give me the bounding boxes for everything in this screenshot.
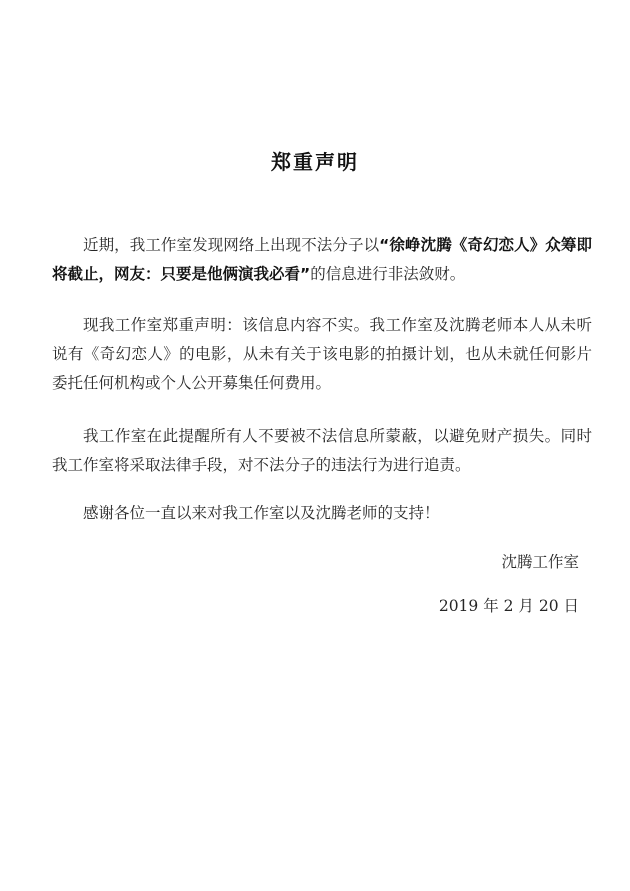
paragraph-3: 我工作室在此提醒所有人不要被不法信息所蒙蔽，以避免财产损失。同时我工作室将采取法律手段，对不法分子的违法行为进行追责。 <box>52 427 592 474</box>
paragraph-1-intro: 近期，我工作室发现网络上出现不法分子以 <box>83 236 380 254</box>
paragraph-1-quoted-rumor: “徐峥沈腾《奇幻恋人》众筹即将截止，网友：只要是他俩演我必看” <box>52 236 592 283</box>
paragraph-4: 感谢各位一直以来对我工作室以及沈腾老师的支持！ <box>83 504 440 522</box>
paragraph-2: 现我工作室郑重声明：该信息内容不实。我工作室及沈腾老师本人从未听说有《奇幻恋人》的电影，从未有关于该电影的拍摄计划，也从未就任何影片委托任何机构或个人公开募集任何费用。 <box>52 316 592 392</box>
signature: 沈腾工作室 <box>501 553 579 571</box>
paragraph-1-ending: 的信息进行非法敛财。 <box>310 265 466 283</box>
document-title: 郑重声明 <box>271 150 359 174</box>
document-date: 2019 年 2 月 20 日 <box>438 597 579 615</box>
paragraph-1 <box>52 231 592 289</box>
